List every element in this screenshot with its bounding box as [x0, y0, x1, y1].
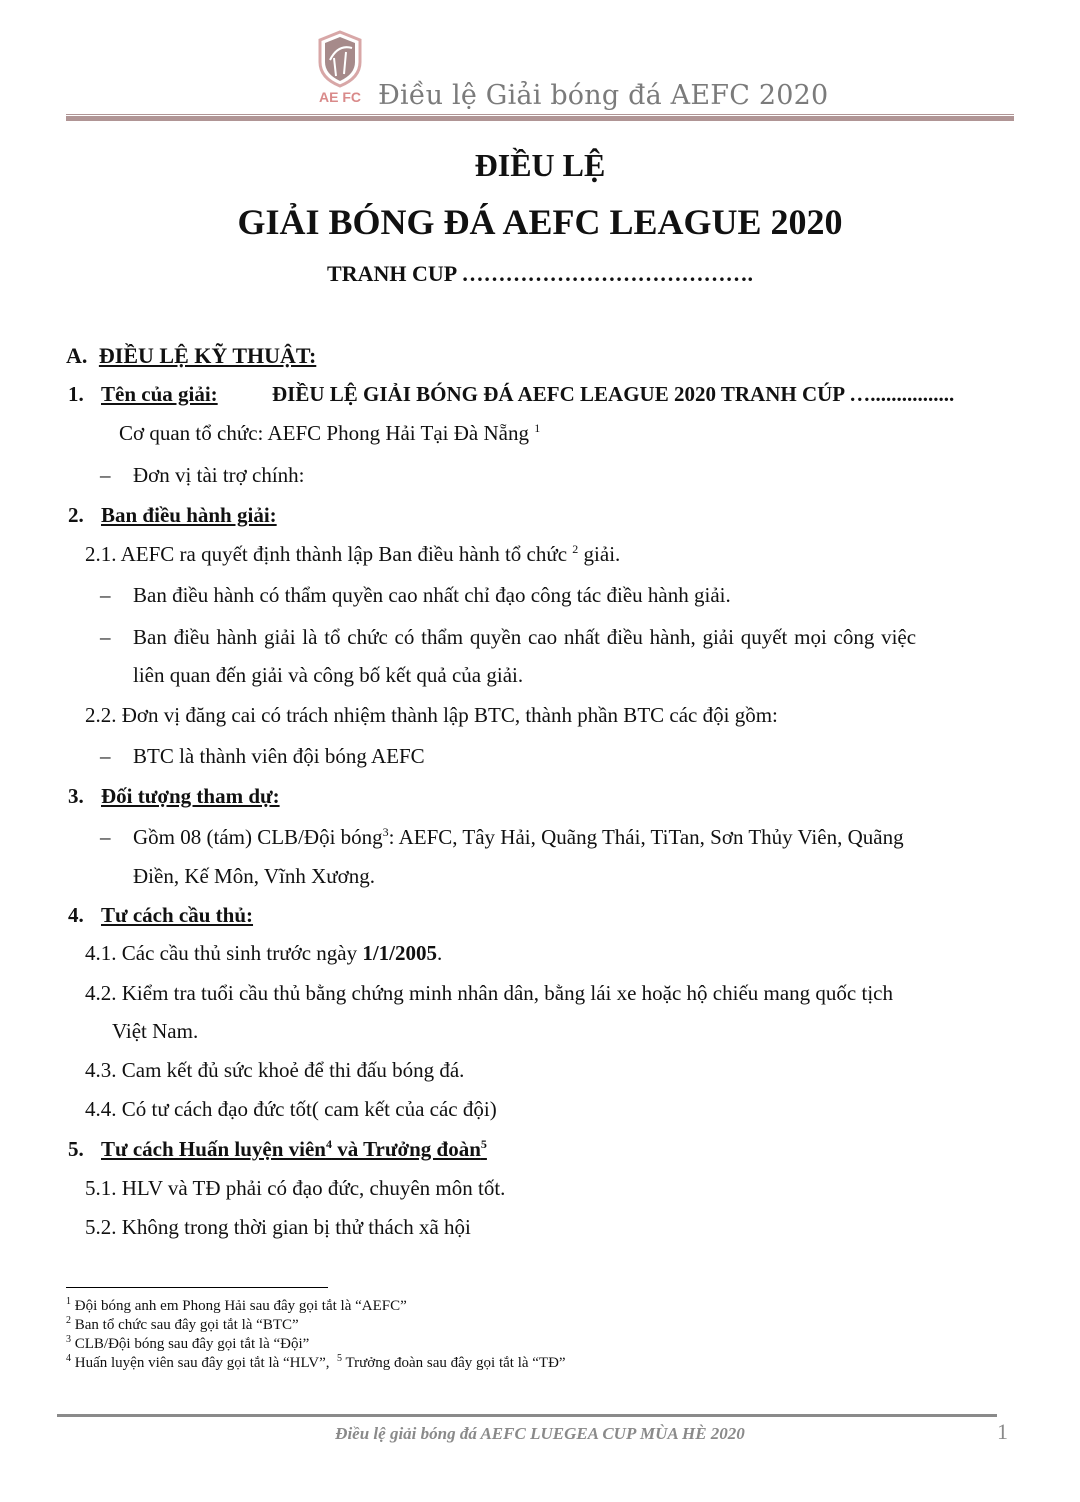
bullet-text: BTC là thành viên đội bóng AEFC [133, 744, 425, 768]
section-marker: A. [66, 343, 88, 368]
footnote-ref: 2 [572, 542, 579, 556]
page-number: 1 [997, 1419, 1008, 1444]
subitem-2-2: 2.2. Đơn vị đăng cai có trách nhiệm thành lập BTC, thành phần BTC các đội gồm: [85, 703, 778, 727]
footnote [66, 1354, 566, 1372]
organizer-text: Cơ quan tổ chức: AEFC Phong Hải Tại Đà Nẵng [119, 421, 529, 445]
tournament-name: ĐIỀU LỆ GIẢI BÓNG ĐÁ AEFC LEAGUE 2020 TRANH CÚP …................ [272, 382, 955, 406]
subitem-4-3: 4.3. Cam kết đủ sức khoẻ để thi đấu bóng đá. [85, 1058, 465, 1082]
doc-cup-line: TRANH CUP …………………………………. [327, 261, 753, 286]
bullet-item [100, 582, 731, 608]
section-title: ĐIỀU LỆ KỸ THUẬT: [98, 343, 317, 368]
item-4-heading [68, 902, 254, 928]
bullet-item [100, 824, 904, 850]
item-number: 1. [68, 382, 84, 406]
footnote-number: 2 [66, 1315, 71, 1326]
bullet-item [100, 624, 917, 650]
doc-subtitle: GIẢI BÓNG ĐÁ AEFC LEAGUE 2020 [237, 202, 843, 242]
dash: – [100, 744, 111, 768]
subitem-4-2-cont: Việt Nam. [112, 1019, 199, 1043]
label-leader: và Trưởng đoàn [331, 1137, 481, 1161]
subitem-text: 2.1. AEFC ra quyết định thành lập Ban điều hành tổ chức [85, 542, 568, 566]
item-label: Đối tượng tham dự: [101, 784, 280, 808]
header-title: Điều lệ Giải bóng đá AEFC 2020 [378, 80, 829, 111]
footnote [66, 1316, 299, 1334]
organizer-line [119, 420, 540, 446]
team-list: : AEFC, Tây Hải, Quãng Thái, TiTan, Sơn Thủy Viên, Quãng [388, 825, 904, 849]
item-number: 5. [68, 1137, 84, 1161]
sponsor-text: Đơn vị tài trợ chính: [133, 463, 305, 487]
section-a-heading [66, 343, 316, 369]
dash: – [100, 463, 111, 487]
footnote-ref: 5 [480, 1137, 487, 1151]
subitem-text: 4.1. Các cầu thủ sinh trước ngày [85, 941, 358, 965]
footnote-number: 5 [337, 1353, 343, 1364]
item-number: 4. [68, 903, 84, 927]
footnote-ref: 1 [534, 421, 541, 435]
bullet-text: Ban điều hành có thẩm quyền cao nhất chỉ đạo công tác điều hành giải. [133, 583, 731, 607]
birth-date: 1/1/2005 [362, 941, 438, 965]
item-2-heading [68, 502, 277, 528]
item-5-heading [68, 1136, 487, 1162]
dash: – [100, 583, 111, 607]
subitem-4-2: 4.2. Kiểm tra tuổi cầu thủ bằng chứng minh nhân dân, bằng lái xe hoặc hộ chiếu mang quốc tịch [85, 981, 893, 1005]
footnote-number: 4 [66, 1353, 71, 1364]
footnote-text: Trưởng đoàn sau đây gọi tắt là “TĐ” [345, 1355, 566, 1371]
footnote-text: Huấn luyện viên sau đây gọi tắt là “HLV”, [74, 1355, 330, 1371]
subitem-4-1 [85, 940, 442, 966]
footnote-ref: 3 [382, 825, 389, 839]
footnote-ref: 4 [325, 1137, 332, 1151]
footnote-text: Đội bóng anh em Phong Hải sau đây gọi tắt là “AEFC” [74, 1298, 407, 1314]
footnote-text: Ban tổ chức sau đây gọi tắt là “BTC” [74, 1317, 299, 1333]
item-3-heading [68, 783, 280, 809]
footnote-number: 3 [66, 1334, 71, 1345]
item-label [101, 1136, 487, 1162]
subitem-tail: giải. [583, 542, 621, 566]
dash: – [100, 625, 111, 649]
footnote-separator [66, 1287, 328, 1288]
footer-rule [57, 1414, 997, 1417]
item-number: 2. [68, 503, 84, 527]
footnote [66, 1297, 407, 1315]
footnote [66, 1335, 309, 1353]
item-label: Tên của giải: [101, 382, 218, 406]
team-list-cont: Điền, Kế Môn, Vĩnh Xương. [133, 864, 376, 888]
doc-title: ĐIỀU LỆ [474, 147, 606, 183]
item-label: Ban điều hành giải: [101, 503, 277, 527]
subitem-4-4: 4.4. Có tư cách đạo đức tốt( cam kết của các đội) [85, 1097, 497, 1121]
item-number: 3. [68, 784, 84, 808]
header-rule-thick [66, 116, 1014, 121]
item-1-heading [68, 381, 955, 407]
svg-text:AE FC: AE FC [319, 89, 361, 105]
bullet-item [100, 462, 305, 488]
footnote-text: CLB/Đội bóng sau đây gọi tắt là “Đội” [74, 1336, 310, 1352]
period: . [437, 941, 443, 965]
item-label: Tư cách cầu thủ: [101, 903, 254, 927]
label-coach: Tư cách Huấn luyện viên [101, 1137, 326, 1161]
header-rule [66, 114, 1014, 115]
footnote-number: 1 [66, 1296, 71, 1307]
subitem-5-2: 5.2. Không trong thời gian bị thử thách xã hội [85, 1215, 471, 1239]
dash: – [100, 825, 111, 849]
bullet-text: Gồm 08 (tám) CLB/Đội bóng [133, 825, 383, 849]
footer-text: Điều lệ giải bóng đá AEFC LUEGEA CUP MÙA HÈ 2020 [335, 1424, 745, 1443]
subitem-2-1 [85, 541, 620, 567]
subitem-5-1: 5.1. HLV và TĐ phải có đạo đức, chuyên môn tốt. [85, 1176, 506, 1200]
aefc-logo [316, 30, 364, 106]
bullet-text-cont: liên quan đến giải và công bố kết quả của giải. [133, 663, 524, 687]
bullet-text: Ban điều hành giải là tổ chức có thẩm quyền cao nhất điều hành, giải quyết mọi công việc [133, 625, 917, 649]
bullet-item [100, 743, 425, 769]
